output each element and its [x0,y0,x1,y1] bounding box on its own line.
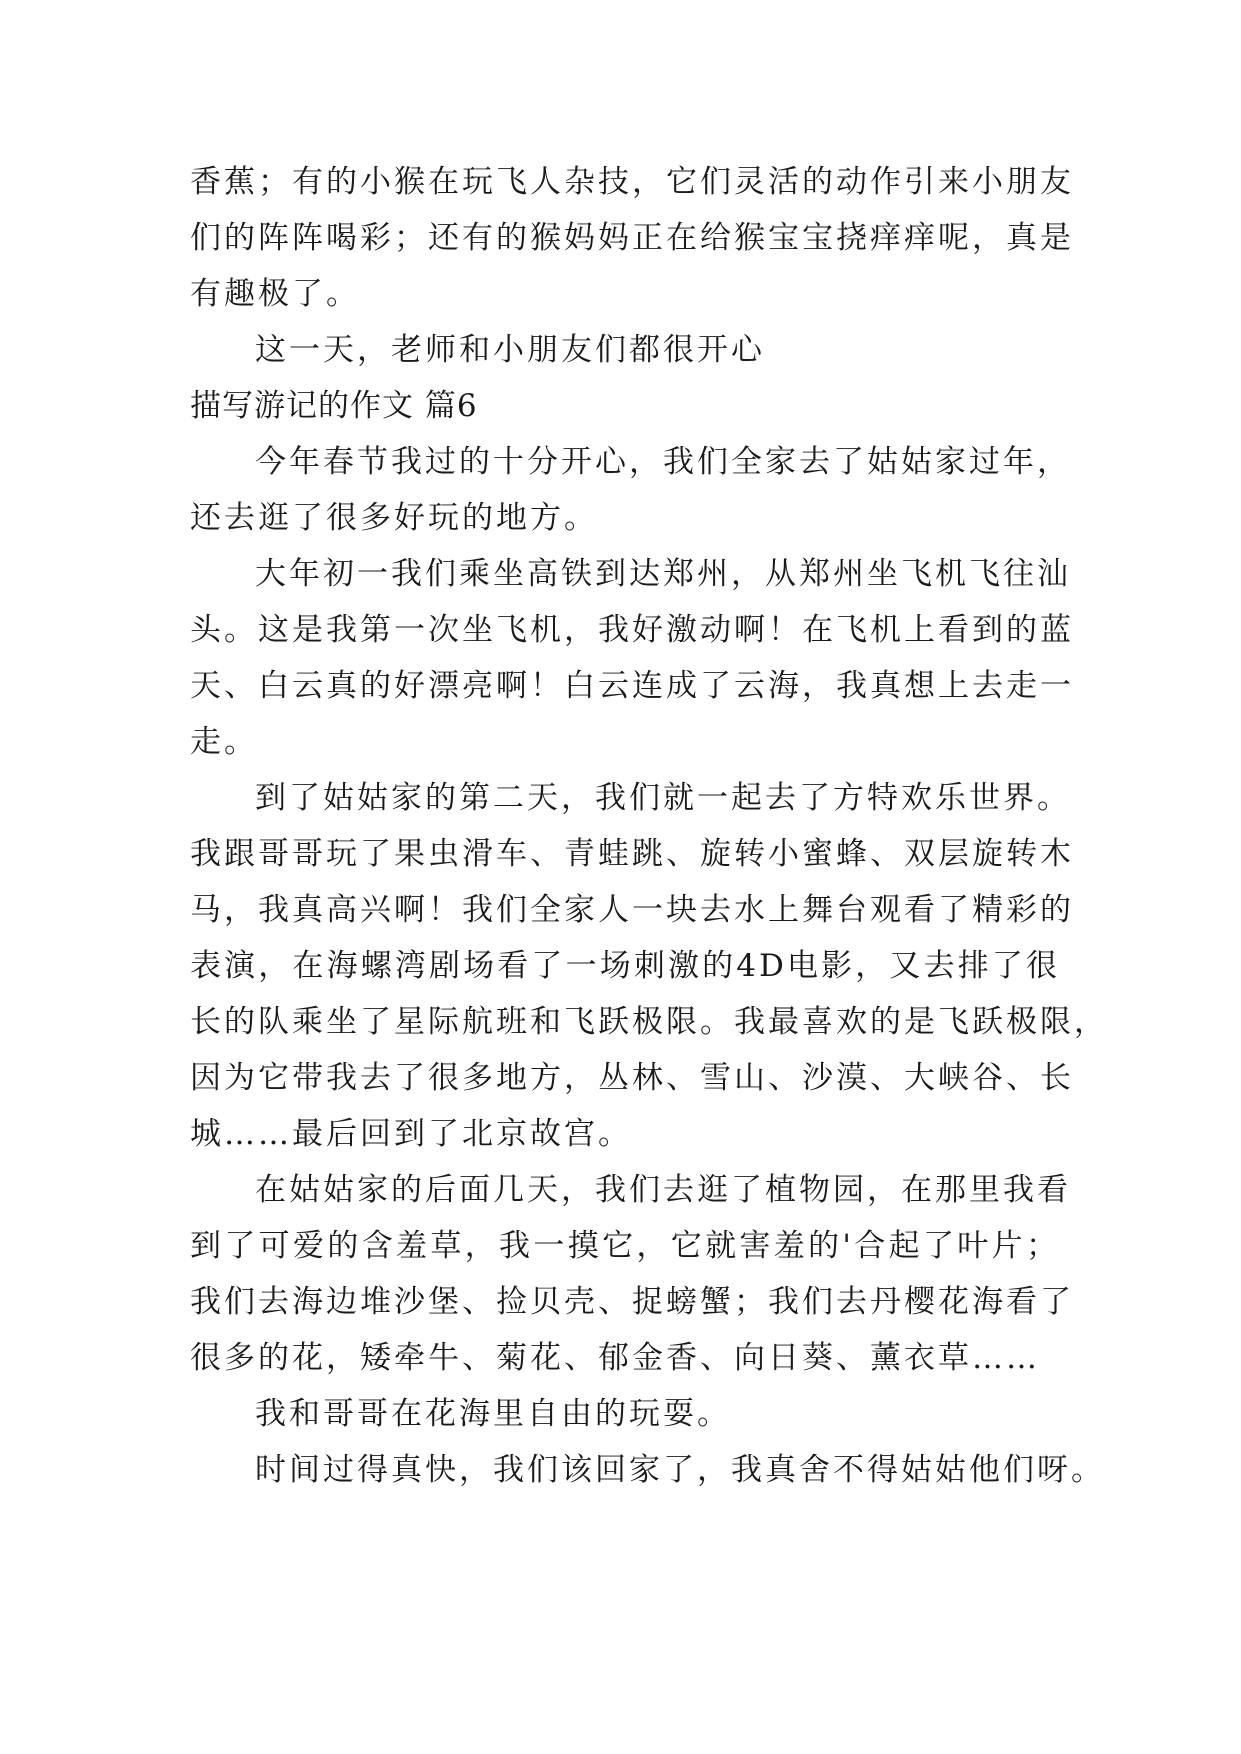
text-line: 因为它带我去了很多地方，丛林、雪山、沙漠、大峡谷、长 [190,1060,1074,1096]
text-line: 长的队乘坐了星际航班和飞跃极限。我最喜欢的是飞跃极限， [190,1004,1108,1040]
text-line: 到了姑姑家的第二天，我们就一起去了方特欢乐世界。 [255,780,1071,816]
text-line: 天、白云真的好漂亮啊！白云连成了云海，我真想上去走一 [190,668,1074,704]
text-line: 在姑姑家的后面几天，我们去逛了植物园，在那里我看 [255,1172,1071,1208]
text-line: 们的阵阵喝彩；还有的猴妈妈正在给猴宝宝挠痒痒呢，真是 [190,220,1074,256]
text-line: 到了可爱的含羞草，我一摸它，它就害羞的'合起了叶片； [190,1228,1060,1264]
section-heading: 描写游记的作文 篇6 [190,388,478,424]
text-line: 表演，在海螺湾剧场看了一场刺激的4D电影，又去排了很 [190,948,1060,984]
text-line: 很多的花，矮牵牛、菊花、郁金香、向日葵、薰衣草…… [190,1340,1040,1376]
text-line: 时间过得真快，我们该回家了，我真舍不得姑姑他们呀。 [255,1452,1105,1488]
text-line: 这一天，老师和小朋友们都很开心 [255,332,765,368]
document-body [190,154,1108,1498]
text-line: 今年春节我过的十分开心，我们全家去了姑姑家过年， [255,444,1071,480]
text-line: 我跟哥哥玩了果虫滑车、青蛙跳、旋转小蜜蜂、双层旋转木 [190,836,1074,872]
text-line: 有趣极了。 [190,276,360,312]
text-line: 还去逛了很多好玩的地方。 [190,500,598,536]
text-line: 走。 [190,724,258,760]
text-line: 我和哥哥在花海里自由的玩耍。 [255,1396,731,1432]
text-line: 马，我真高兴啊！我们全家人一块去水上舞台观看了精彩的 [190,892,1074,928]
text-line: 香蕉；有的小猴在玩飞人杂技，它们灵活的动作引来小朋友 [190,164,1074,200]
text-line: 头。这是我第一次坐飞机，我好激动啊！在飞机上看到的蓝 [190,612,1074,648]
text-line: 城……最后回到了北京故宫。 [190,1116,632,1152]
text-line: 大年初一我们乘坐高铁到达郑州，从郑州坐飞机飞往汕 [255,556,1071,592]
text-line: 我们去海边堆沙堡、捡贝壳、捉螃蟹；我们去丹樱花海看了 [190,1284,1074,1320]
